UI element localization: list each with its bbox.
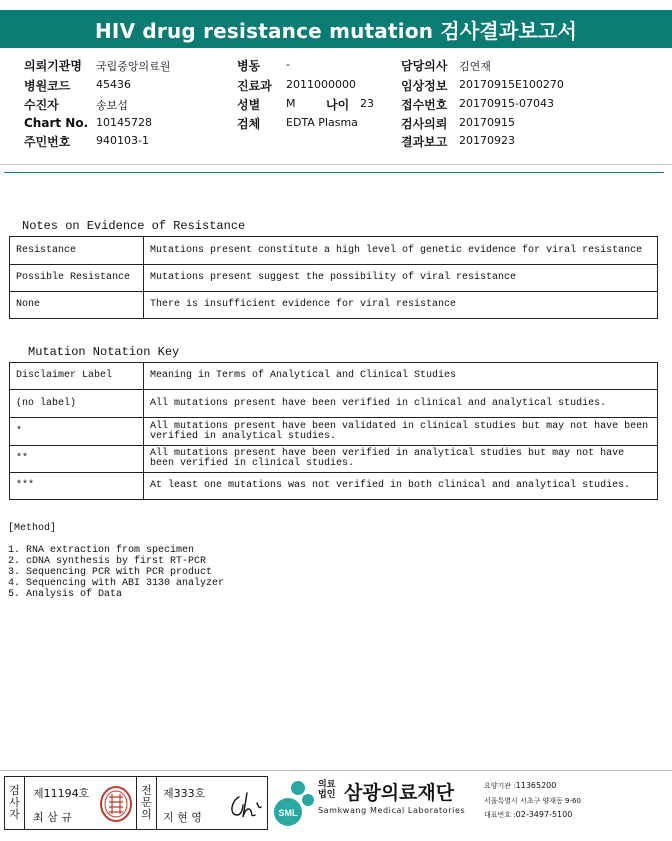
lab-info-value: 02-3497-5100 xyxy=(515,810,573,819)
info-value: 10145728 xyxy=(96,116,152,129)
role-char: 의 xyxy=(141,808,152,821)
evidence-text: There is insufficient evidence for viral resistance xyxy=(144,292,658,319)
lab-info-line xyxy=(484,796,581,806)
specialist-license: 제333호 xyxy=(163,787,206,800)
info-label: 검사의뢰 xyxy=(401,116,448,131)
info-label: 병동 xyxy=(237,58,261,73)
info-value: 940103-1 xyxy=(96,134,149,147)
info-row-request-date xyxy=(401,114,447,132)
examiner-role xyxy=(5,777,25,829)
examiner-name: 최 삼 규 xyxy=(33,811,72,824)
info-value: 20170915 xyxy=(459,116,515,129)
notation-header-label: Disclaimer Label xyxy=(10,363,144,390)
info-value: M xyxy=(286,97,296,110)
info-row-clinical xyxy=(401,76,447,94)
info-row-age xyxy=(326,95,349,113)
evidence-table xyxy=(9,236,658,319)
info-label: 검체 xyxy=(237,116,261,131)
specialist-signature xyxy=(157,777,267,829)
notation-label: * xyxy=(10,418,144,446)
lab-name: 삼광의료재단 xyxy=(344,782,455,804)
info-row-specimen xyxy=(237,114,260,132)
notation-label: *** xyxy=(10,473,144,500)
role-char: 자 xyxy=(9,808,20,821)
info-label: 주민번호 xyxy=(24,134,71,149)
table-row xyxy=(10,446,658,473)
info-value: 23 xyxy=(360,97,374,110)
info-row-hospital-code xyxy=(24,76,70,94)
lab-info-label: 요양기관 : xyxy=(484,782,516,790)
info-value: 20170915-07043 xyxy=(459,97,554,110)
evidence-label: Possible Resistance xyxy=(10,265,144,292)
info-value: 20170923 xyxy=(459,134,515,147)
footer-divider xyxy=(0,770,672,771)
info-row-physician xyxy=(401,56,447,74)
info-row-patient xyxy=(24,95,59,113)
notation-text: All mutations present have been verified in analytical studies but may not have been verified in clinical studies. xyxy=(144,446,658,473)
evidence-text: Mutations present suggest the possibility of viral resistance xyxy=(144,265,658,292)
info-label: 성별 xyxy=(237,97,261,112)
role-char: 전 xyxy=(141,784,152,797)
info-value: 송보섭 xyxy=(96,99,128,112)
role-char: 검 xyxy=(9,784,20,797)
notation-label: (no label) xyxy=(10,390,144,418)
info-value: 45436 xyxy=(96,78,131,91)
notation-text: All mutations present have been validated in clinical studies but may not have been verified in analytical studies. xyxy=(144,418,658,446)
role-char: 사 xyxy=(9,796,20,809)
examiner-signature xyxy=(25,777,137,829)
sml-logo-icon xyxy=(272,778,316,828)
notation-text: All mutations present have been verified in clinical and analytical studies. xyxy=(144,390,658,418)
info-value: 김연재 xyxy=(459,60,491,73)
table-row xyxy=(10,237,658,265)
method-step: 2. cDNA synthesis by first RT-PCR xyxy=(8,556,207,567)
report-title: HIV drug resistance mutation 검사결과보고서 xyxy=(0,10,672,48)
divider xyxy=(4,172,664,173)
info-label: 의뢰기관명 xyxy=(24,58,82,73)
logo-text: SML xyxy=(278,808,298,818)
info-row-department xyxy=(237,76,272,94)
specialist-role xyxy=(137,777,157,829)
evidence-label: Resistance xyxy=(10,237,144,265)
method-step: 3. Sequencing PCR with PCR product xyxy=(8,567,213,578)
lab-info-line xyxy=(484,810,572,820)
corp-label-line: 법인 xyxy=(318,790,336,800)
info-label: 진료과 xyxy=(237,78,272,93)
info-label: 임상정보 xyxy=(401,78,448,93)
info-value: - xyxy=(286,58,290,71)
method-step: 4. Sequencing with ABI 3130 analyzer xyxy=(8,578,225,589)
info-row-chart xyxy=(24,114,88,132)
table-row xyxy=(10,363,658,390)
info-label: Chart No. xyxy=(24,116,89,130)
notation-header-text: Meaning in Terms of Analytical and Clinical Studies xyxy=(144,363,658,390)
lab-info-label: 대표번호 : xyxy=(484,811,516,819)
info-row-ward xyxy=(237,56,260,74)
info-value: 국립중앙의료원 xyxy=(96,60,171,73)
divider xyxy=(0,164,672,165)
info-row-receipt xyxy=(401,95,447,113)
table-row xyxy=(10,292,658,319)
info-label: 담당의사 xyxy=(401,58,448,73)
signature-scribble-icon xyxy=(225,789,263,823)
info-row-resident-no xyxy=(24,132,70,150)
info-label: 수진자 xyxy=(24,97,59,112)
info-label: 나이 xyxy=(326,97,350,112)
evidence-text: Mutations present constitute a high level of genetic evidence for viral resistance xyxy=(144,237,658,265)
patient-info xyxy=(0,56,672,160)
lab-info-line xyxy=(484,781,556,791)
info-value: EDTA Plasma xyxy=(286,116,358,129)
lab-english-name: Samkwang Medical Laboratories xyxy=(318,806,466,815)
info-value: 2011000000 xyxy=(286,78,356,91)
lab-address: 서울특별시 서초구 양재동 9-60 xyxy=(484,797,581,805)
info-label: 접수번호 xyxy=(401,97,448,112)
table-row xyxy=(10,265,658,292)
info-row-sex xyxy=(237,95,260,113)
info-row-institution xyxy=(24,56,82,74)
table-row xyxy=(10,418,658,446)
notation-text: At least one mutations was not verified in both clinical and analytical studies. xyxy=(144,473,658,500)
notation-label: ** xyxy=(10,446,144,473)
info-label: 결과보고 xyxy=(401,134,448,149)
lab-info-value: 11365200 xyxy=(515,781,557,790)
evidence-heading: Notes on Evidence of Resistance xyxy=(22,219,246,233)
method-step: 5. Analysis of Data xyxy=(8,589,123,600)
info-label: 병원코드 xyxy=(24,78,71,93)
role-char: 문 xyxy=(141,796,152,809)
table-row xyxy=(10,473,658,500)
method-heading: [Method] xyxy=(8,523,57,534)
corp-label-line: 의료 xyxy=(318,780,336,790)
examiner-license: 제11194호 xyxy=(33,787,90,800)
notation-table xyxy=(9,362,658,500)
info-value: 20170915E100270 xyxy=(459,78,564,91)
info-row-report-date xyxy=(401,132,447,150)
examiner-seal-icon xyxy=(99,785,133,823)
method-step: 1. RNA extraction from specimen xyxy=(8,545,195,556)
evidence-label: None xyxy=(10,292,144,319)
specialist-name: 지 현 영 xyxy=(163,811,202,824)
signature-box xyxy=(4,776,268,830)
notation-heading: Mutation Notation Key xyxy=(28,345,180,359)
table-row xyxy=(10,390,658,418)
corp-label xyxy=(318,780,335,800)
